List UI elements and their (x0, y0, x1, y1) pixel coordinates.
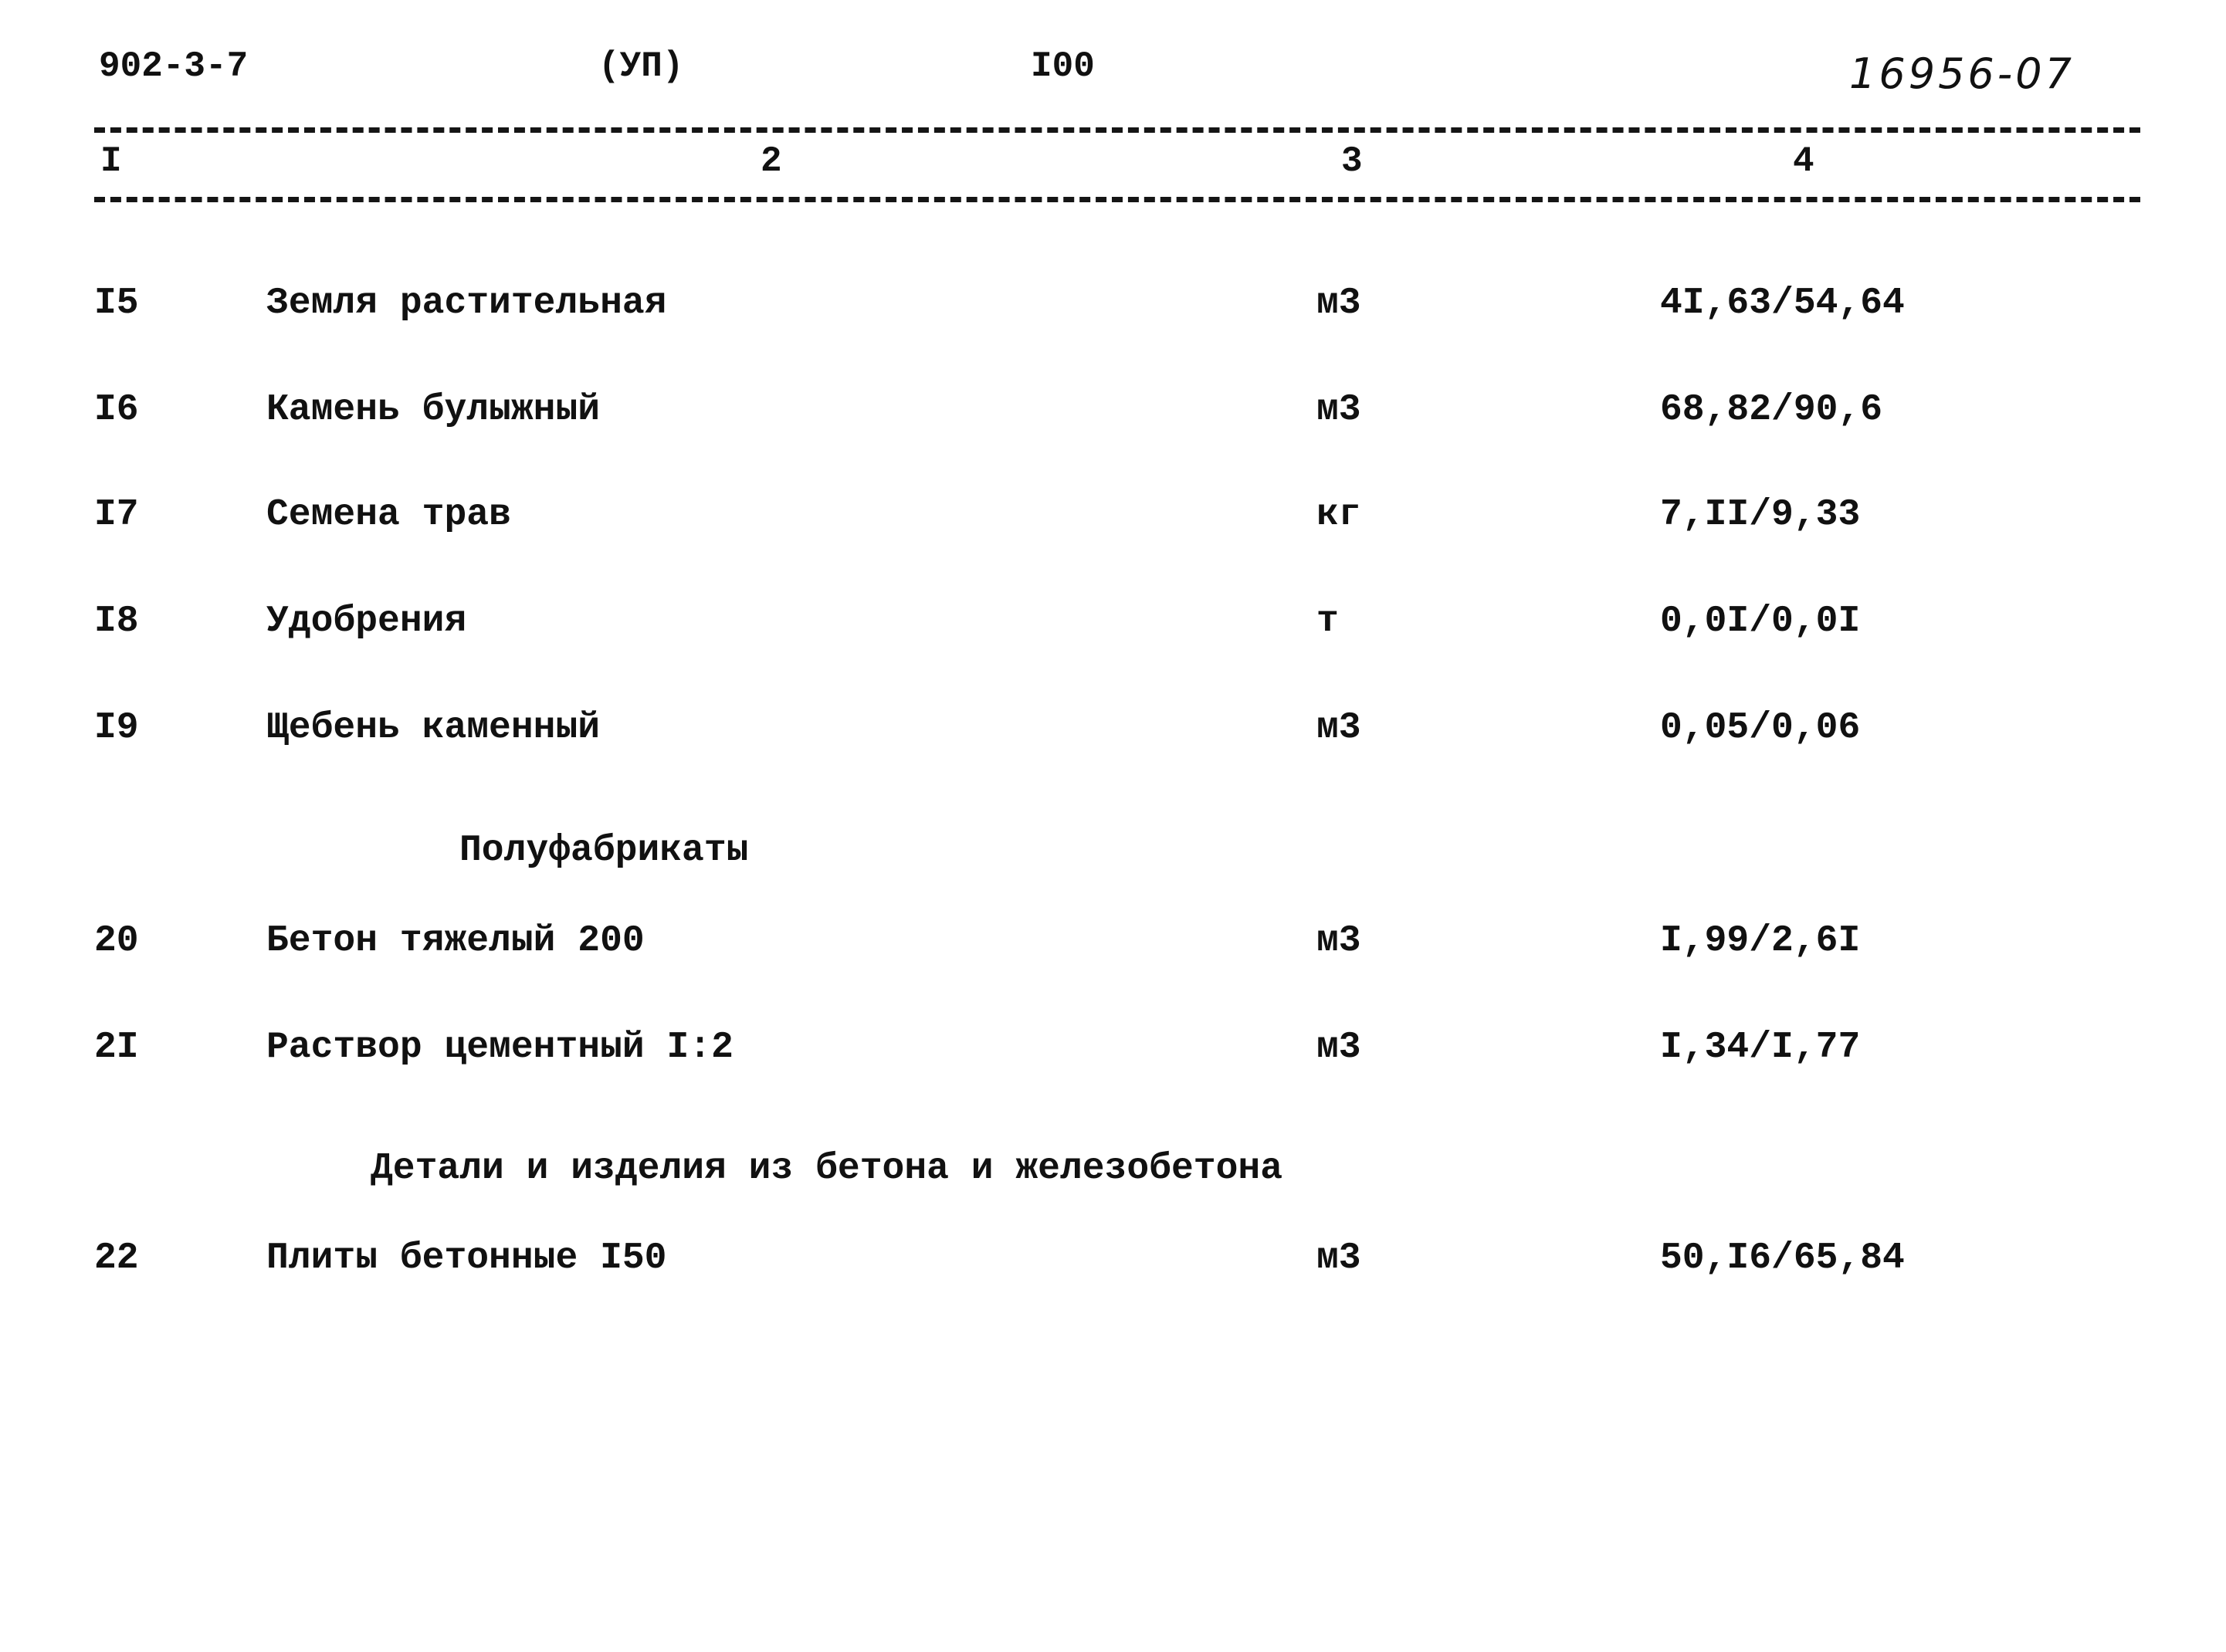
row-name: Раствор цементный I:2 (266, 1027, 734, 1068)
column-number-4: 4 (1793, 141, 1814, 181)
row-number: 20 (94, 920, 139, 962)
header-rule-top (94, 127, 2140, 133)
row-number: I8 (94, 601, 139, 642)
table-row (0, 283, 2226, 337)
document-number: 16956-07 (1849, 49, 2075, 98)
table-row (0, 1237, 2226, 1291)
table-row (0, 707, 2226, 761)
row-number: I6 (94, 389, 139, 431)
table-row (0, 1027, 2226, 1081)
row-quantity: 4I,63/54,64 (1660, 283, 1905, 324)
row-quantity: 7,II/9,33 (1660, 494, 1861, 536)
row-name: Щебень каменный (266, 707, 601, 749)
column-number-3: 3 (1341, 141, 1363, 181)
header-rule-bottom (94, 197, 2140, 202)
row-name: Камень булыжный (266, 389, 601, 431)
page-number: I00 (1031, 46, 1095, 86)
section-title-semifinished: Полуфабрикаты (459, 830, 749, 872)
table-row (0, 601, 2226, 655)
row-number: 22 (94, 1237, 139, 1279)
row-quantity: 68,82/90,6 (1660, 389, 1883, 431)
row-quantity: 0,0I/0,0I (1660, 601, 1861, 642)
row-unit: т (1316, 601, 1339, 642)
row-number: I5 (94, 283, 139, 324)
row-name: Удобрения (266, 601, 467, 642)
row-unit: м3 (1316, 1027, 1361, 1068)
row-name: Бетон тяжелый 200 (266, 920, 645, 962)
row-quantity: 50,I6/65,84 (1660, 1237, 1905, 1279)
table-row (0, 494, 2226, 548)
row-name: Земля растительная (266, 283, 667, 324)
row-name: Плиты бетонные I50 (266, 1237, 667, 1279)
document-code: 902-3-7 (99, 46, 249, 86)
row-quantity: I,99/2,6I (1660, 920, 1861, 962)
row-unit: м3 (1316, 707, 1361, 749)
row-unit: м3 (1316, 389, 1361, 431)
row-quantity: I,34/I,77 (1660, 1027, 1861, 1068)
row-number: I9 (94, 707, 139, 749)
row-quantity: 0,05/0,06 (1660, 707, 1861, 749)
row-unit: м3 (1316, 1237, 1361, 1279)
column-number-2: 2 (761, 141, 782, 181)
row-unit: м3 (1316, 283, 1361, 324)
document-type: (УП) (598, 46, 684, 86)
column-number-1: I (100, 141, 122, 181)
row-unit: кг (1316, 494, 1361, 536)
table-row (0, 389, 2226, 443)
row-unit: м3 (1316, 920, 1361, 962)
row-number: 2I (94, 1027, 139, 1068)
section-title-concrete-products: Детали и изделия из бетона и железобетона (371, 1148, 1282, 1190)
row-name: Семена трав (266, 494, 511, 536)
row-number: I7 (94, 494, 139, 536)
table-row (0, 920, 2226, 974)
